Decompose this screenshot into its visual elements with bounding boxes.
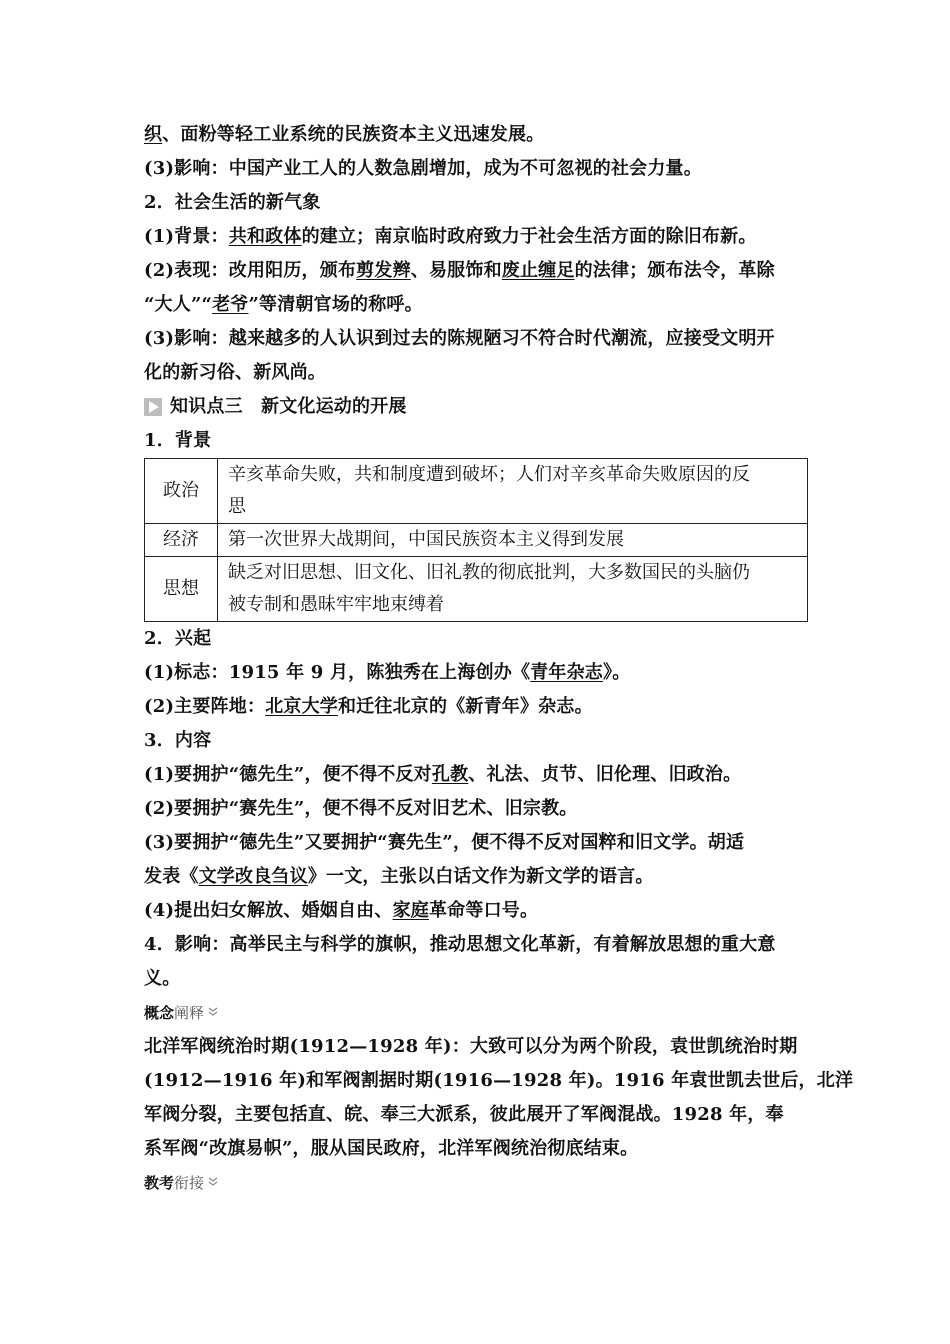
underlined-term: 北京大学: [265, 696, 338, 717]
social-impact-cont: 化的新习俗、新风尚。: [144, 362, 326, 383]
table-row: [145, 459, 808, 524]
background-heading: 1．背景: [144, 430, 212, 451]
underlined-term: 剪发辫: [356, 260, 411, 281]
influence-line-cont: 义。: [144, 968, 181, 989]
table-key-cell: 政治: [145, 459, 218, 524]
rise-mark: (1)标志：1915 年 9 月，陈独秀在上海创办《青年杂志》。: [144, 662, 631, 683]
underlined-term: 文学改良刍议: [198, 866, 308, 887]
play-icon: [144, 398, 162, 416]
concept-line-2: (1912—1916 年)和军阀割据时期(1916—1928 年)。1916 年袁世凯去世后，北洋: [144, 1070, 854, 1091]
social-manifestation-cont: “大人”“老爷”等清朝官场的称呼。: [144, 294, 423, 315]
content-heading: 3．内容: [144, 730, 212, 751]
underlined-term: 老爷: [212, 294, 249, 315]
concept-line-1: 北洋军阀统治时期(1912—1928 年)：大致可以分为两个阶段，袁世凯统治时期: [144, 1036, 798, 1057]
concept-line-3: 军阀分裂，主要包括直、皖、奉三大派系，彼此展开了军阀混战。1928 年，奉: [144, 1104, 784, 1125]
exam-link-tag: 教考 衔接: [144, 1166, 808, 1200]
concept-line-4: 系军阀“改旗易帜”，服从国民政府，北洋军阀统治彻底结束。: [144, 1138, 639, 1159]
influence-line: 4．影响：高举民主与科学的旗帜，推动思想文化革新，有着解放思想的重大意: [144, 934, 776, 955]
table-key-cell: 思想: [145, 557, 218, 622]
table-row: [145, 557, 808, 622]
industry-impact: (3)影响：中国产业工人的人数急剧增加，成为不可忽视的社会力量。: [144, 158, 702, 179]
content-item-3: (3)要拥护“德先生”又要拥护“赛先生”，便不得不反对国粹和旧文学。胡适: [144, 832, 745, 853]
table-value-cell: 辛亥革命失败，共和制度遭到破坏；人们对辛亥革命失败原因的反 思: [218, 459, 808, 524]
concept-tag: 概念 阐释: [144, 996, 808, 1030]
table-key-cell: 经济: [145, 524, 218, 557]
underlined-term: 共和政体: [228, 226, 302, 247]
table-row: [145, 524, 808, 557]
underlined-term: 孔教: [431, 764, 469, 785]
rise-heading: 2．兴起: [144, 628, 212, 649]
social-manifestation: (2)表现：改用阳历，颁布剪发辫、易服饰和废止缠足的法律；颁布法令，革除: [144, 260, 775, 281]
social-background: (1)背景：共和政体的建立；南京临时政府致力于社会生活方面的除旧布新。: [144, 226, 757, 247]
underlined-term: 废止缠足: [501, 260, 575, 281]
underlined-term: 家庭: [392, 900, 429, 921]
document-page: [144, 118, 854, 1200]
social-impact: (3)影响：越来越多的人认识到过去的陈规陋习不符合时代潮流，应接受文明开: [144, 328, 775, 349]
content-item-3-cont: 发表《文学改良刍议》一文，主张以白话文作为新文学的语言。: [144, 866, 654, 887]
table-value-cell: 第一次世界大战期间，中国民族资本主义得到发展: [218, 524, 808, 557]
table-value-cell: 缺乏对旧思想、旧文化、旧礼教的彻底批判，大多数国民的头脑仍 被专制和愚昧牢牢地束缚着: [218, 557, 808, 622]
underlined-term: 织: [144, 124, 163, 145]
underlined-term: 青年杂志: [530, 662, 603, 683]
rise-base: (2)主要阵地：北京大学和迁往北京的《新青年》杂志。: [144, 696, 593, 717]
content-item-4: (4)提出妇女解放、婚姻自由、家庭革命等口号。: [144, 900, 539, 921]
section-heading-social: 2．社会生活的新气象: [144, 192, 321, 213]
knowledge-point-heading: [144, 390, 808, 424]
double-chevron-down-icon: [207, 1177, 219, 1187]
industry-line: 织、面粉等轻工业系统的民族资本主义迅速发展。: [144, 124, 545, 145]
content-item-2: (2)要拥护“赛先生”，便不得不反对旧艺术、旧宗教。: [144, 798, 578, 819]
concept-term: 北洋军阀统治时期(1912—1928 年)：: [144, 1036, 470, 1057]
background-table: [144, 458, 808, 622]
double-chevron-down-icon: [207, 1007, 219, 1017]
content-item-1: (1)要拥护“德先生”，便不得不反对孔教、礼法、贞节、旧伦理、旧政治。: [144, 764, 742, 785]
knowledge-point-title: 知识点三 新文化运动的开展: [170, 396, 407, 417]
